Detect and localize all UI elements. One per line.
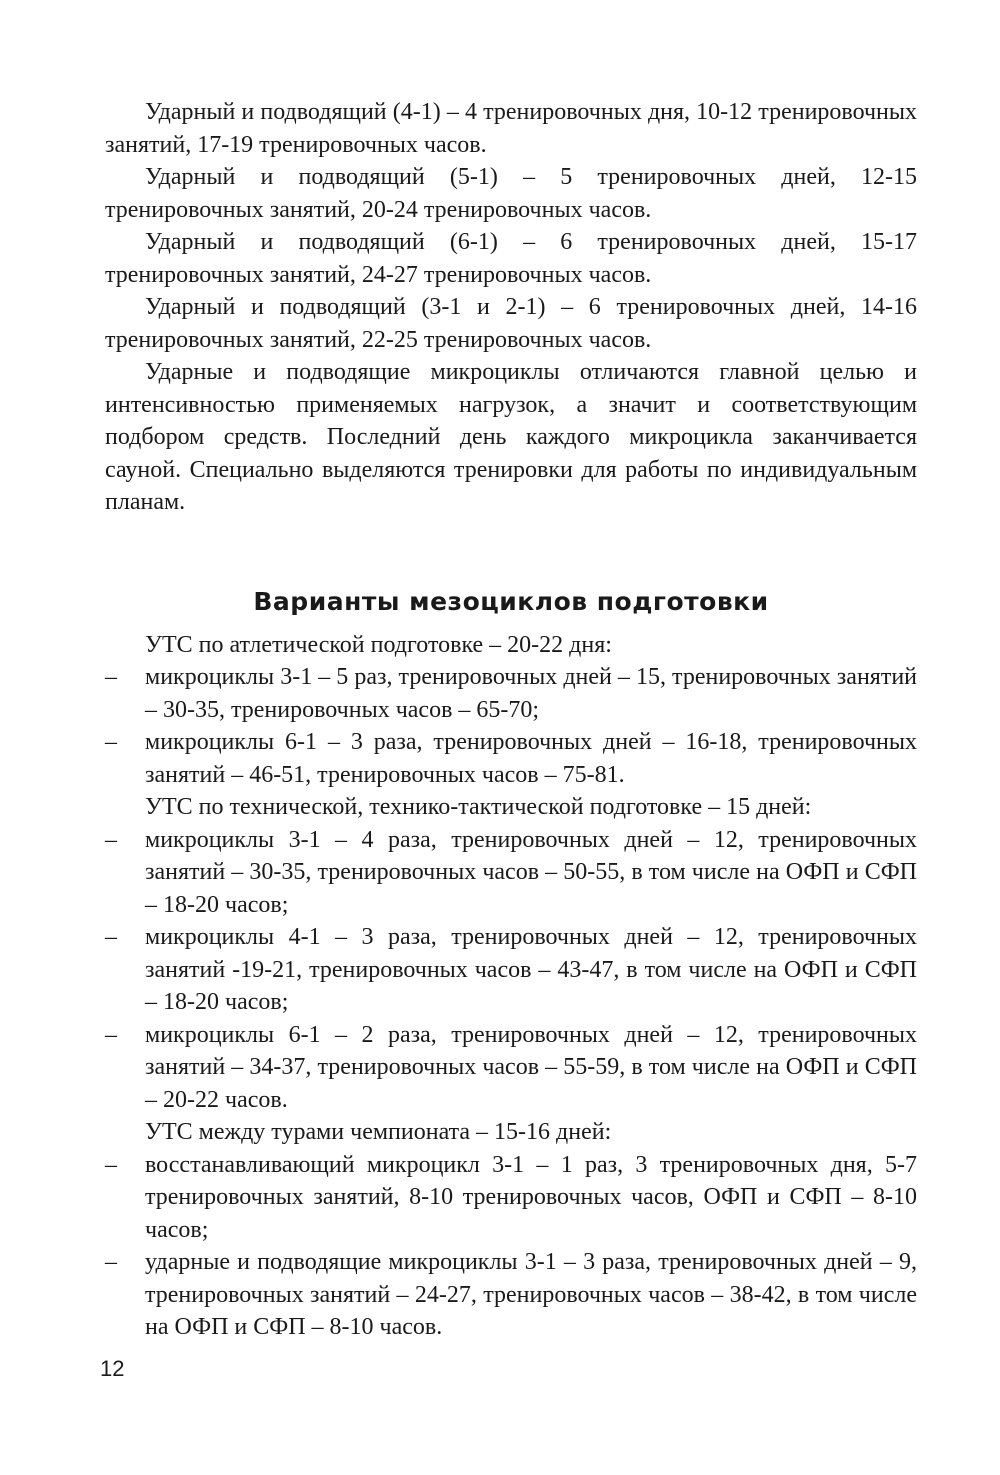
- list-dash: –: [105, 924, 117, 950]
- group-intro: УТС по технической, технико-тактической подготовке – 15 дней:: [145, 794, 812, 820]
- group-list: [105, 1149, 917, 1344]
- paragraph-microcycle-description: Ударные и подводящие микроциклы отличаются главной целью и интенсивностью применяемых нагрузок, а значит и соответствующим подбором средств. Последний день каждого микроцикла заканчивается сауной. Специально выделяются тренировки для работы по индивидуальным планам.: [105, 359, 917, 515]
- paragraph-microcycle-6-1: Ударный и подводящий (6-1) – 6 тренировочных дней, 15-17 тренировочных занятий, 24-27 тренировочных часов.: [105, 229, 917, 288]
- list-item-text: микроциклы 6-1 – 2 раза, тренировочных дней – 12, тренировочных занятий – 34-37, тренировочных часов – 55-59, в том числе на ОФП и СФП – 20-22 часов.: [145, 1021, 917, 1113]
- group-list: [105, 824, 917, 1117]
- section-heading: Варианты мезоциклов подготовки: [253, 586, 769, 616]
- list-item-text: восстанавливающий микроцикл 3-1 – 1 раз, 3 тренировочных дня, 5-7 тренировочных занятий, 8-10 тренировочных часов, ОФП и СФП – 8-10 часов;: [145, 1151, 917, 1243]
- group-list: [105, 661, 917, 791]
- mesocycle-group-athletic: [105, 629, 917, 792]
- list-item: [105, 921, 917, 1019]
- list-dash: –: [105, 826, 117, 853]
- group-intro: УТС по атлетической подготовке – 20-22 дня:: [145, 631, 612, 658]
- paragraph-microcycle-5-1: Ударный и подводящий (5-1) – 5 тренировочных дней, 12-15 тренировочных занятий, 20-24 тренировочных часов.: [105, 164, 917, 223]
- paragraph-microcycle-3-1-2-1: Ударный и подводящий (3-1 и 2-1) – 6 тренировочных дней, 14-16 тренировочных занятий, 22-25 тренировочных часов.: [105, 294, 917, 353]
- page-number: 12: [100, 1356, 125, 1381]
- list-item-text: микроциклы 4-1 – 3 раза, тренировочных дней – 12, тренировочных занятий -19-21, тренировочных часов – 43-47, в том числе на ОФП и СФП – 18-20 часов;: [145, 924, 917, 1015]
- list-item: [105, 1149, 917, 1247]
- list-dash: –: [105, 664, 117, 690]
- list-dash: –: [105, 1151, 117, 1178]
- list-item-text: микроциклы 6-1 – 3 раза, тренировочных дней – 16-18, тренировочных занятий – 46-51, тренировочных часов – 75-81.: [145, 729, 917, 788]
- list-dash: –: [105, 729, 117, 755]
- page-body: [105, 96, 917, 1344]
- group-intro: УТС между турами чемпионата – 15-16 дней:: [145, 1119, 612, 1145]
- list-item-text: ударные и подводящие микроциклы 3-1 – 3 раза, тренировочных дней – 9, тренировочных занятий – 24-27, тренировочных часов – 38-42, в том числе на ОФП и СФП – 8-10 часов.: [145, 1249, 917, 1340]
- list-item: [105, 824, 917, 922]
- list-item: [105, 1019, 917, 1117]
- list-dash: –: [105, 1021, 117, 1048]
- list-item: [105, 726, 917, 791]
- paragraph-microcycle-4-1: Ударный и подводящий (4-1) – 4 тренировочных дня, 10-12 тренировочных занятий, 17-19 тренировочных часов.: [105, 99, 917, 158]
- list-item: [105, 661, 917, 726]
- mesocycle-group-technical: [105, 791, 917, 1116]
- list-item-text: микроциклы 3-1 – 4 раза, тренировочных дней – 12, тренировочных занятий – 30-35, тренировочных часов – 50-55, в том числе на ОФП и СФП – 18-20 часов;: [145, 826, 917, 918]
- list-item: [105, 1246, 917, 1344]
- mesocycle-group-between-rounds: [105, 1116, 917, 1344]
- list-dash: –: [105, 1249, 117, 1275]
- list-item-text: микроциклы 3-1 – 5 раз, тренировочных дней – 15, тренировочных занятий – 30-35, тренировочных часов – 65-70;: [145, 664, 917, 723]
